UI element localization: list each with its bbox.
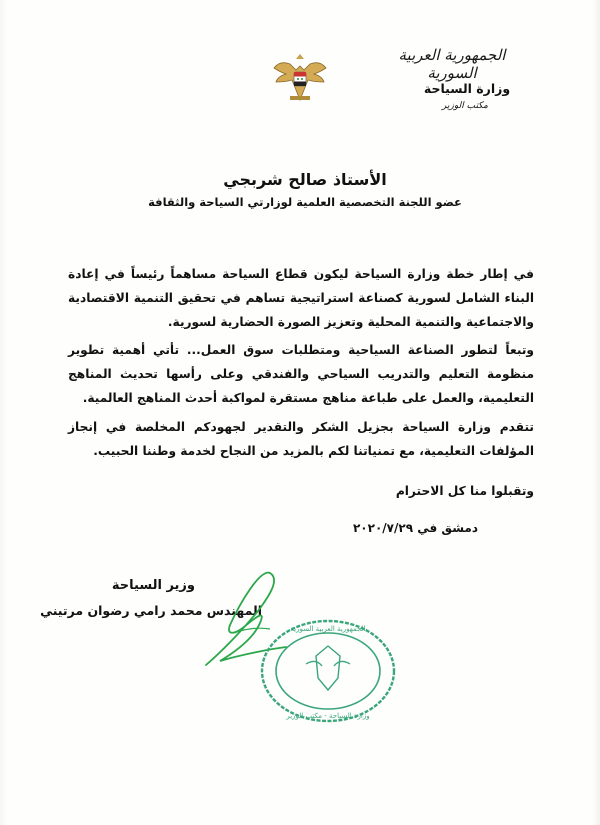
svg-text:الجمهورية العربية السورية: الجمهورية العربية السورية (290, 625, 366, 633)
ministry-seal-stamp-icon (258, 616, 398, 726)
letter-date: دمشق في ٢٠٢٠/٧/٢٩ (352, 521, 478, 535)
body-paragraph-2: وتبعاً لتطور الصناعة السياحية ومتطلبات سوق العمل... تأتي أهمية تطوير منظومة التعليم والتدريب السياحي والفندقي وعلى رأسها تحديث المناهج التعليمية، والعمل على طباعة مناهج مستقرة لمواكبة أحدث المناهج العالمية. (68, 343, 534, 405)
syrian-eagle-emblem-icon (270, 50, 330, 106)
signatory-role: وزير السياحة (111, 578, 195, 593)
svg-text:وزارة السياحة - مكتب الوزير: وزارة السياحة - مكتب الوزير (286, 712, 370, 720)
body-paragraph-1: في إطار خطة وزارة السياحة ليكون قطاع السياحة مساهماً رئيساً في إعادة البناء الشامل لسورية كصناعة استراتيجية تساهم في تحقيق التنمية الاقتصادية والاجتماعية والتنمية المحلية وتعزيز الصورة الحضارية لسورية. (68, 267, 534, 329)
addressee-name: الأستاذ صالح شربجي (223, 170, 387, 189)
addressee-block (115, 170, 495, 209)
signatory-name: المهندس محمد رامي رضوان مرتيني (40, 603, 262, 618)
closing-line: وتقبلوا منا كل الاحترام (395, 484, 534, 498)
letterhead-ministry: وزارة السياحة (423, 81, 511, 96)
letterhead-republic: الجمهورية العربية السورية (398, 46, 506, 82)
addressee-title: عضو اللجنة التخصصية العلمية لوزارتي السياحة والثقافة (148, 195, 462, 209)
letterhead-office: مكتب الوزير (442, 101, 488, 111)
body-paragraph-3: تتقدم وزارة السياحة بجزيل الشكر والتقدير لجهودكم المخلصة في إنجاز المؤلفات التعليمية، مع تمنياتنا لكم بالمزيد من النجاح لخدمة وطننا الحبيب. (68, 420, 534, 458)
